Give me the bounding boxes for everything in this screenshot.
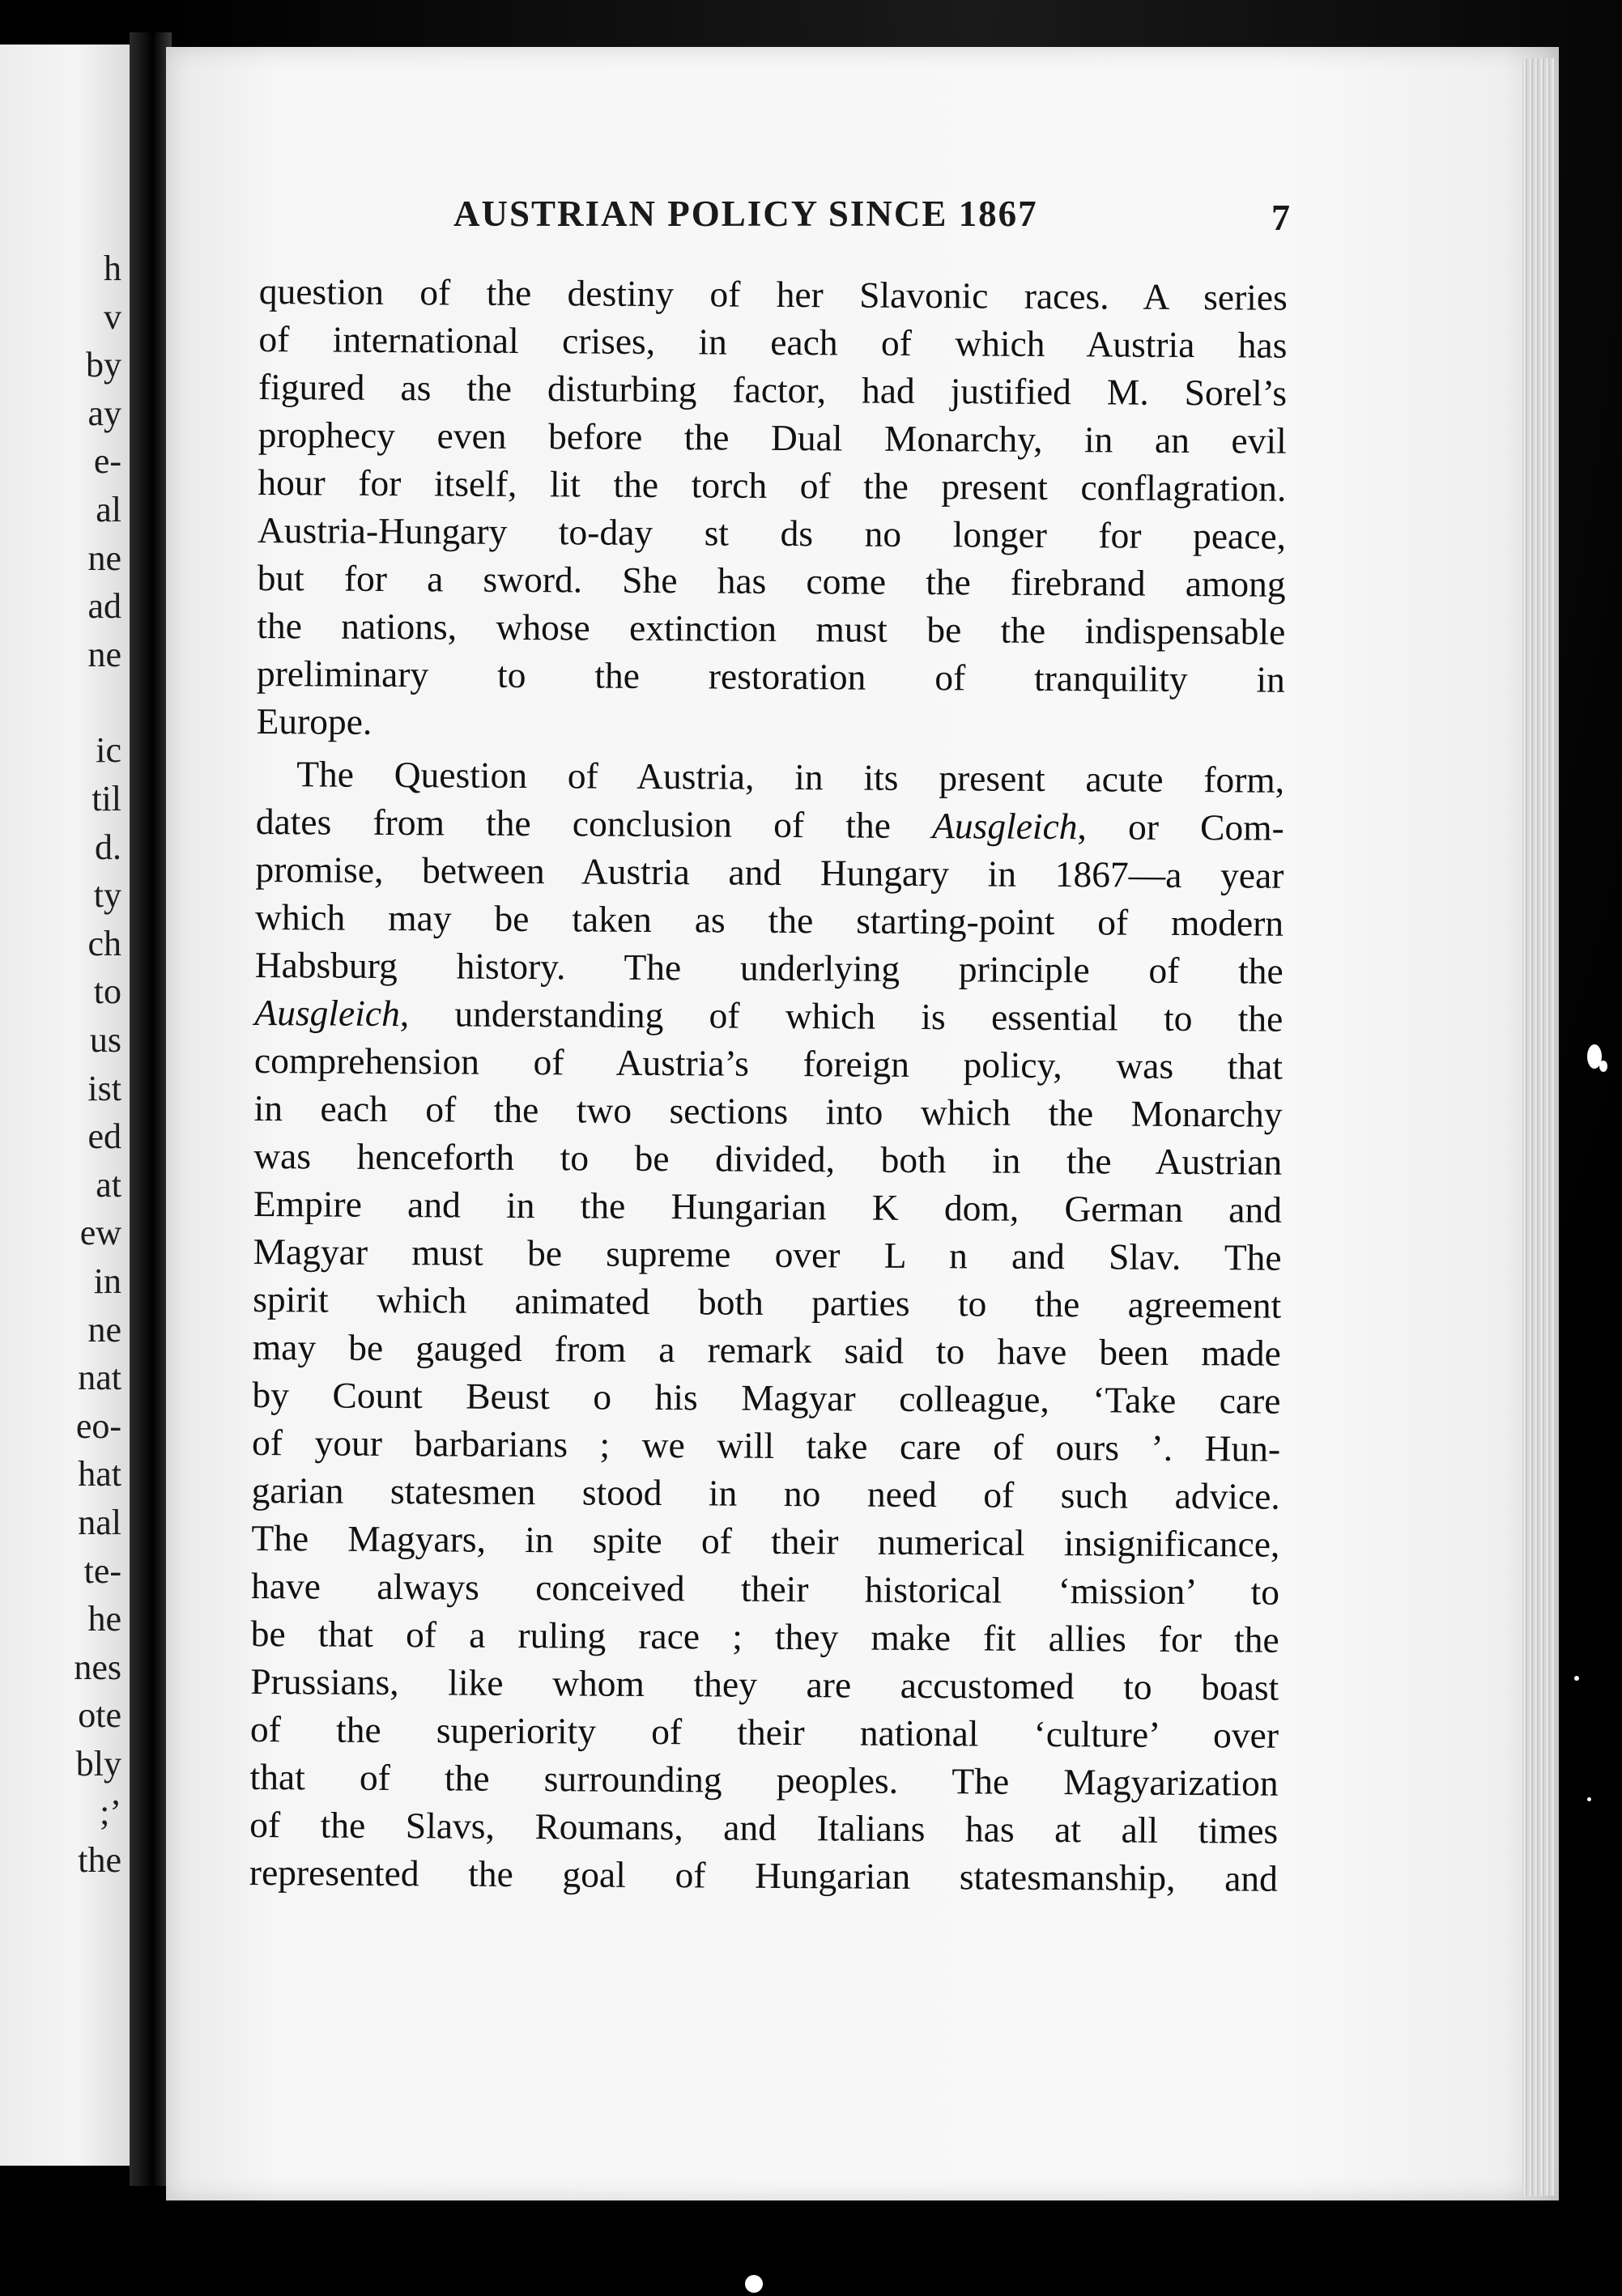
previous-page-line-end: ty xyxy=(93,875,121,916)
line-text: , or Com- xyxy=(1077,806,1284,848)
text-line: but for a sword. She has come the firebrand among xyxy=(257,556,1286,605)
italic-term: Ausgleich xyxy=(254,991,400,1035)
text-line: Europe. xyxy=(256,699,373,742)
text-line: spirit which animated both parties to the agreement xyxy=(253,1278,1282,1326)
text-line: The Magyars, in spite of their numerical insignificance, xyxy=(251,1516,1280,1565)
text-line: that of the surrounding peoples. The Magyarization xyxy=(249,1755,1279,1804)
previous-page-edge xyxy=(0,45,130,2166)
previous-page-line-end: nes xyxy=(74,1647,121,1687)
previous-page-line-end: te- xyxy=(83,1550,121,1591)
text-line: Prussians, like whom they are accustomed to boast xyxy=(250,1660,1279,1708)
paragraph-2 xyxy=(249,750,1285,1903)
previous-page-line-end: ic xyxy=(96,730,121,771)
previous-page-line-end: al xyxy=(96,490,121,529)
previous-page-line-end: e- xyxy=(93,441,121,482)
text-line: of your barbarians ; we will take care of ours ’. Hun- xyxy=(251,1421,1281,1469)
text-line: was henceforth to be divided, both in the Austrian xyxy=(253,1134,1283,1183)
previous-page-line-end: the xyxy=(78,1840,121,1881)
text-line: the nations, whose extinction must be the indispensable xyxy=(257,604,1286,653)
text-line: The Question of Austria, in its present acute form, xyxy=(296,753,1285,801)
text-line: have always conceived their historical ‘mission’ to xyxy=(250,1564,1280,1613)
body-text xyxy=(249,267,1288,1903)
previous-page-line-end: ew xyxy=(79,1213,121,1253)
previous-page-line-end: bly xyxy=(75,1744,121,1784)
text-line: prophecy even before the Dual Monarchy, in an evil xyxy=(258,413,1287,461)
previous-page-line-end: ne xyxy=(87,538,121,578)
text-line: Empire and in the Hungarian K dom, German and xyxy=(253,1182,1283,1231)
text-line: preliminary to the restoration of tranquility in xyxy=(256,652,1286,700)
previous-page-line-end: ;’ xyxy=(100,1792,121,1832)
page-number: 7 xyxy=(1271,197,1290,238)
text-line: of the Slavs, Roumans, and Italians has at all times xyxy=(249,1803,1279,1852)
previous-page-line-end: at xyxy=(96,1164,121,1205)
previous-page-line-end: h xyxy=(104,249,121,288)
text-line: comprehension of Austria’s foreign policy, was that xyxy=(253,1039,1284,1087)
previous-page-line-end: til xyxy=(92,779,121,818)
text-line: figured as the disturbing factor, had justified M. Sorel’s xyxy=(258,365,1288,414)
line-text: , understanding of which is essential to the xyxy=(399,993,1284,1040)
previous-page-line-end: ed xyxy=(87,1116,121,1157)
previous-page-line-end: nat xyxy=(78,1358,121,1398)
previous-page-line-end: ne xyxy=(87,1309,121,1350)
text-line: may be gauged from a remark said to have been made xyxy=(252,1325,1281,1374)
text-line: by Count Beust o his Magyar colleague, ‘Take care xyxy=(252,1373,1281,1422)
previous-page-line-end: he xyxy=(87,1599,121,1639)
previous-page-line-end: hat xyxy=(78,1454,121,1495)
previous-page-line-end: ist xyxy=(87,1068,121,1108)
previous-page-line-end: eo- xyxy=(75,1405,121,1446)
text-line xyxy=(254,989,1283,1043)
previous-page-line-end: ad xyxy=(87,586,121,627)
running-head: AUSTRIAN POLICY SINCE 1867 xyxy=(453,193,1038,234)
previous-page-line-end: ch xyxy=(87,923,121,963)
text-line: which may be taken as the starting-point of modern xyxy=(254,895,1284,944)
text-line: of international crises, in each of which Austria has xyxy=(258,317,1288,366)
text-line: in each of the two sections into which the Monarchy xyxy=(253,1086,1283,1135)
page-header xyxy=(453,193,1296,241)
line-text: dates from the conclusion of the xyxy=(255,800,933,847)
text-line: hour for itself, lit the torch of the present conflagration. xyxy=(258,461,1287,509)
previous-page-line-end: ote xyxy=(78,1695,121,1736)
text-line: Magyar must be supreme over L n and Slav. The xyxy=(253,1230,1282,1278)
text-line: promise, between Austria and Hungary in 1867—a year xyxy=(255,848,1284,896)
previous-page-line-end: by xyxy=(86,345,121,385)
previous-page-line-end: in xyxy=(93,1261,121,1301)
text-line: garian statesmen stood in no need of such advice. xyxy=(251,1469,1280,1517)
paragraph-1 xyxy=(256,267,1288,751)
text-line: of the superiority of their national ‘culture’ over xyxy=(249,1707,1279,1756)
text-line: Habsburg history. The underlying principle of the xyxy=(254,943,1284,992)
text-line: be that of a ruling race ; they make fit allies for the xyxy=(250,1612,1279,1660)
text-line xyxy=(256,797,1284,852)
previous-page-line-end: ne xyxy=(87,634,121,674)
previous-page-line-end: to xyxy=(93,972,121,1012)
previous-page-line-end: ay xyxy=(87,393,121,433)
previous-page-line-end: v xyxy=(104,296,121,337)
text-line: represented the goal of Hungarian statesmanship, and xyxy=(249,1851,1279,1899)
previous-page-line-end: d. xyxy=(95,827,121,867)
text-line: question of the destiny of her Slavonic races. A series xyxy=(258,270,1288,318)
previous-page-line-end: nal xyxy=(78,1503,121,1542)
page-edge-stack xyxy=(1522,58,1555,2196)
previous-page-line-end: us xyxy=(89,1020,121,1060)
text-line: Austria-Hungary to-day st ds no longer for peace, xyxy=(257,508,1287,557)
italic-term: Ausgleich xyxy=(931,805,1078,848)
